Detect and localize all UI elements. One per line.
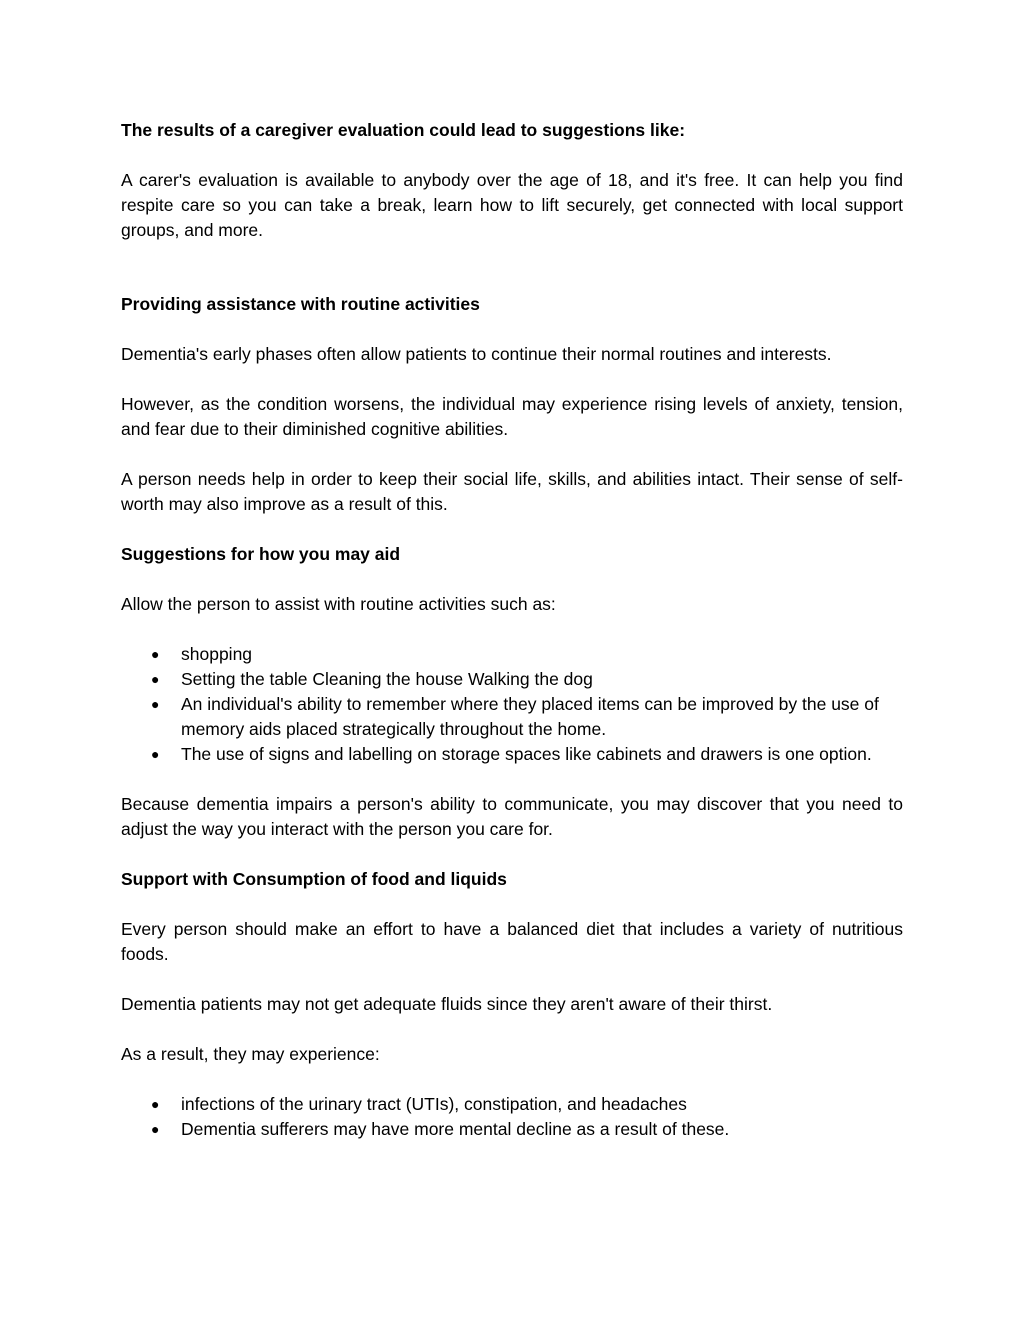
paragraph-condition-worsens: However, as the condition worsens, the individual may experience rising levels of anxiety, tension, and fear due to their diminished cognitive abilities. xyxy=(121,394,903,439)
heading-caregiver-evaluation: The results of a caregiver evaluation could lead to suggestions like: xyxy=(121,120,686,140)
bullet-icon: ● xyxy=(151,1096,160,1112)
paragraph-balanced-diet: Every person should make an effort to have a balanced diet that includes a variety of nutritious foods. xyxy=(121,919,903,964)
list-item-text: Dementia sufferers may have more mental decline as a result of these. xyxy=(181,1119,730,1139)
heading-routine-activities: Providing assistance with routine activities xyxy=(121,294,480,314)
paragraph-carer-evaluation: A carer's evaluation is available to anybody over the age of 18, and it's free. It can help you find respite care so you can take a break, learn how to lift securely, get connected with local support groups, and more. xyxy=(121,170,903,240)
list-item xyxy=(121,642,903,667)
bullet-icon: ● xyxy=(151,746,160,762)
list-item-text: Setting the table Cleaning the house Walking the dog xyxy=(181,669,593,689)
bullet-icon: ● xyxy=(151,1121,160,1137)
paragraph-allow-person: Allow the person to assist with routine activities such as: xyxy=(121,594,556,614)
paragraph-social-life: A person needs help in order to keep their social life, skills, and abilities intact. Their sense of self-worth may also improve as a result of this. xyxy=(121,469,903,514)
bullet-icon: ● xyxy=(151,646,160,662)
list-item xyxy=(121,667,903,692)
bullet-list-routine-activities xyxy=(121,642,903,767)
paragraph-as-a-result: As a result, they may experience: xyxy=(121,1044,380,1064)
bullet-icon: ● xyxy=(151,696,160,712)
document-page xyxy=(121,118,903,1142)
list-item xyxy=(121,1117,903,1142)
list-item-text: The use of signs and labelling on storage spaces like cabinets and drawers is one option. xyxy=(181,744,872,764)
heading-suggestions-aid: Suggestions for how you may aid xyxy=(121,544,401,564)
list-item-text: shopping xyxy=(181,644,253,664)
heading-food-liquids: Support with Consumption of food and liquids xyxy=(121,869,507,889)
paragraph-communication: Because dementia impairs a person's ability to communicate, you may discover that you need to adjust the way you interact with the person you care for. xyxy=(121,794,903,839)
list-item xyxy=(121,1092,903,1117)
bullet-list-experiences xyxy=(121,1092,903,1142)
paragraph-adequate-fluids: Dementia patients may not get adequate fluids since they aren't aware of their thirst. xyxy=(121,994,773,1014)
bullet-icon: ● xyxy=(151,671,160,687)
list-item xyxy=(121,692,903,742)
list-item xyxy=(121,742,903,767)
list-item-text: An individual's ability to remember where they placed items can be improved by the use of memory aids placed strategically throughout the home. xyxy=(181,694,879,739)
list-item-text: infections of the urinary tract (UTIs), constipation, and headaches xyxy=(181,1094,687,1114)
paragraph-early-phases: Dementia's early phases often allow patients to continue their normal routines and interests. xyxy=(121,344,832,364)
